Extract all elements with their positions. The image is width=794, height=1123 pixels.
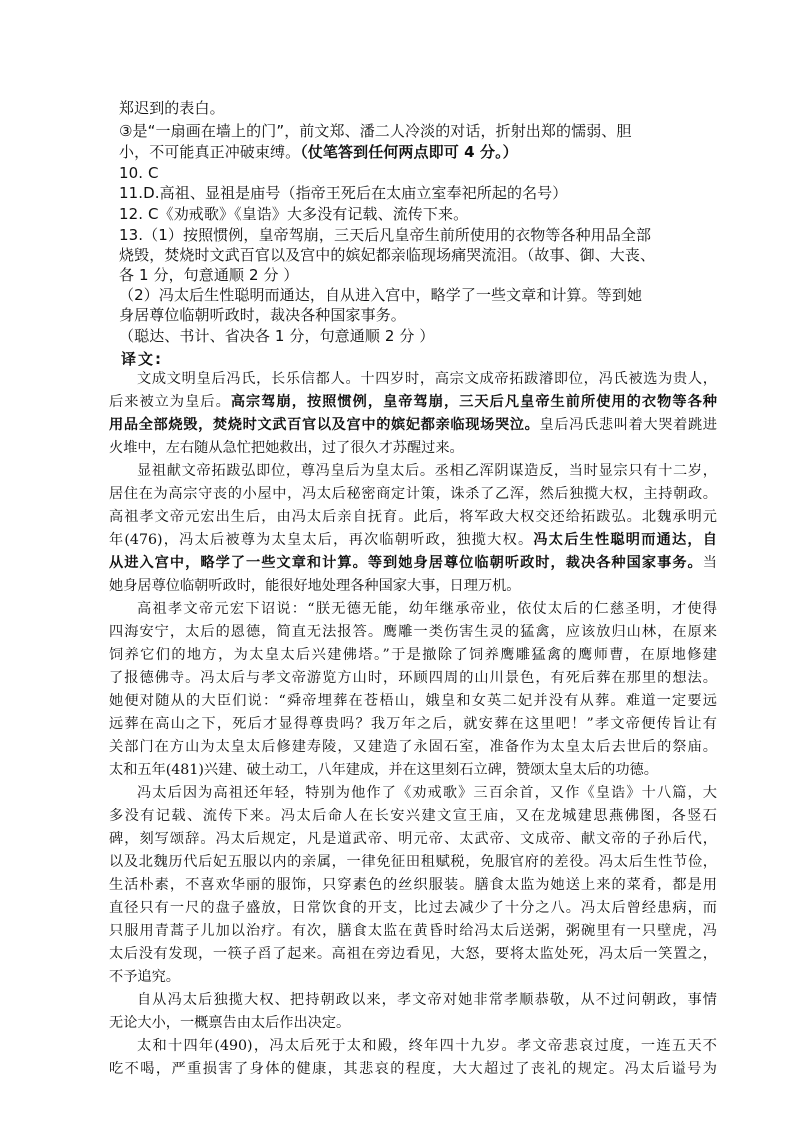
answer-13: 13.（1）按照惯例，皇帝驾崩，三天后凡皇帝生前所使用的衣物等各种用品全部 (119, 226, 652, 244)
translation-line: 高祖孝文帝元宏下诏说：“朕无德无能，幼年继承帝业，依仗太后的仁慈圣明，才使得 (137, 601, 717, 617)
translation-line: 自从冯太后独揽大权、把持朝政以来，孝文帝对她非常孝顺恭敬，从不过问朝政，事情 (137, 992, 717, 1008)
translation-line: 无论大小，一概禀告由太后作出决定。 (109, 1015, 351, 1031)
translation-line: 多没有记载、流传下来。冯太后命人在长安兴建文宣王庙，又在龙城建思燕佛图，各竖石 (109, 808, 717, 824)
translation-line: 碑，刻写颂辞。冯太后规定，凡是道武帝、明元帝、太武帝、文成帝、献文帝的子孙后代， (109, 831, 717, 847)
answer-line: 烧毁，焚烧时文武百官以及宫中的嫔妃都亲临现场痛哭流泪。（故事、御、大丧、 (119, 246, 656, 264)
translation-line: 直径只有一尺的盘子盛放，日常饮食的开支，比过去减少了十分之八。冯太后曾经患病，而 (109, 900, 717, 916)
translation-line: 她便对随从的大臣们说：“舜帝埋葬在苍梧山，娥皇和女英二妃并没有从葬。难道一定要远 (109, 693, 717, 709)
translation-line: 四海安宁，太后的恩德，简直无法报答。鹰雕一类伤害生灵的猛禽，应该放归山林，在原来 (109, 624, 717, 640)
translation-line: 吃不喝，严重损害了身体的健康，其悲哀的程度，大大超过了丧礼的规定。冯太后谥号为 (109, 1061, 717, 1077)
translation-line: 冯太后因为高祖还年轻，特别为他作了《劝戒歌》三百余首，又作《皇诰》十八篇，大 (137, 785, 717, 801)
translation-line: 从进入宫中，略学了一些文章和计算。等到她身居尊位临朝听政时，裁决各种国家事务。当 (109, 555, 717, 571)
scoring-note: （仗笔答到任何两点即可 4 分。） (300, 143, 518, 161)
translation-line: 年(476)，冯太后被尊为太皇太后，再次临朝听政，独揽大权。冯太后生性聪明而通达，自 (109, 532, 717, 548)
answer-text: 小，不可能真正冲破束缚。 (119, 143, 301, 161)
answer-line: （2）冯太后生性聪明而通达，自从进入宫中，略学了一些文章和计算。等到她 (119, 286, 643, 304)
answer-12: 12. C《劝戒歌》《皇诰》大多没有记载、流传下来。 (119, 205, 469, 223)
answer-line: 郑迟到的表白。 (119, 99, 225, 117)
answer-line: 各 1 分，句意通顺 2 分 ） (119, 266, 299, 284)
answer-11: 11.D.高祖、显祖是庙号（指帝王死后在太庙立室奉祀所起的名号） (119, 184, 568, 202)
translation-line: 高祖孝文帝元宏出生后，由冯太后亲自抚育。此后，将军政大权交还给拓跋弘。北魏承明元 (109, 509, 717, 525)
translation-line: 了报德佛寺。冯太后与孝文帝游览方山时，环顾四周的山川景色，有死后葬在那里的想法。 (109, 670, 717, 686)
translation-line: 太后没有发现，一筷子舀了起来。高祖在旁边看见，大怒，要将太监处死，冯太后一笑置之， (109, 946, 717, 962)
translation-line: 居住在为高宗守丧的小屋中，冯太后秘密商定计策，诛杀了乙浑，然后独揽大权，主持朝政。 (109, 486, 717, 502)
translation-line: 饲养它们的地方，为太皇太后兴建佛塔。”于是撤除了饲养鹰雕猛禽的鹰师曹，在原地修建 (109, 647, 717, 663)
translation-line: 只服用青蒿子儿加以治疗。有次，膳食太监在黄昏时给冯太后送粥，粥碗里有一只壁虎，冯 (109, 923, 717, 939)
translation-line: 文成文明皇后冯氏，长乐信都人。十四岁时，高宗文成帝拓跋濬即位，冯氏被选为贵人， (137, 371, 717, 387)
translation-line: 后来被立为皇后。高宗驾崩，按照惯例，皇帝驾崩，三天后凡皇帝生前所使用的衣物等各种 (109, 394, 717, 410)
answer-line: （聪达、书计、省决各 1 分，句意通顺 2 分 ） (119, 327, 435, 345)
translation-line: 她身居尊位临朝听政时，能很好地处理各种国家大事，日理万机。 (109, 578, 521, 594)
answer-line: 身居尊位临朝听政时，裁决各种国家事务。 (119, 306, 406, 324)
answer-10: 10. C (119, 164, 159, 182)
answer-line (119, 143, 719, 162)
translation-line: 太和五年(481)兴建、破土动工，八年建成，并在这里刻石立碑，赞颂太皇太后的功德。 (109, 762, 658, 778)
translation-line: 太和十四年(490)，冯太后死于太和殿，终年四十九岁。孝文帝悲哀过度，一连五天不 (137, 1038, 717, 1054)
translation-line: 显祖献文帝拓跋弘即位，尊冯皇后为皇太后。丞相乙浑阴谋造反，当时显宗只有十二岁， (137, 463, 717, 479)
translation-heading: 译文: (121, 350, 163, 368)
answer-line: ③是“一扇画在墙上的门”，前文郑、潘二人冷淡的对话，折射出郑的懦弱、胆 (119, 122, 632, 140)
translation-line: 关部门在方山为太皇太后修建寿陵，又建造了永固石室，准备作为太皇太后去世后的祭庙。 (109, 739, 717, 755)
translation-line: 生活朴素，不喜欢华丽的服饰，只穿素色的丝织服装。膳食太监为她送上来的菜肴，都是用 (109, 877, 717, 893)
translation-line: 远葬在高山之下，死后才显得尊贵吗？我万年之后，就安葬在这里吧！”孝文帝便传旨让有 (109, 716, 717, 732)
translation-line: 火堆中，左右随从急忙把她救出，过了很久才苏醒过来。 (109, 440, 464, 456)
translation-line: 以及北魏历代后妃五服以内的亲属，一律免征田租赋税，免服官府的差役。冯太后生性节俭， (109, 854, 717, 870)
translation-line: 用品全部烧毁，焚烧时文武百官以及宫中的嫔妃都亲临现场哭泣。皇后冯氏悲叫着大哭着跳进 (109, 417, 717, 433)
translation-line: 不予追究。 (109, 969, 180, 985)
